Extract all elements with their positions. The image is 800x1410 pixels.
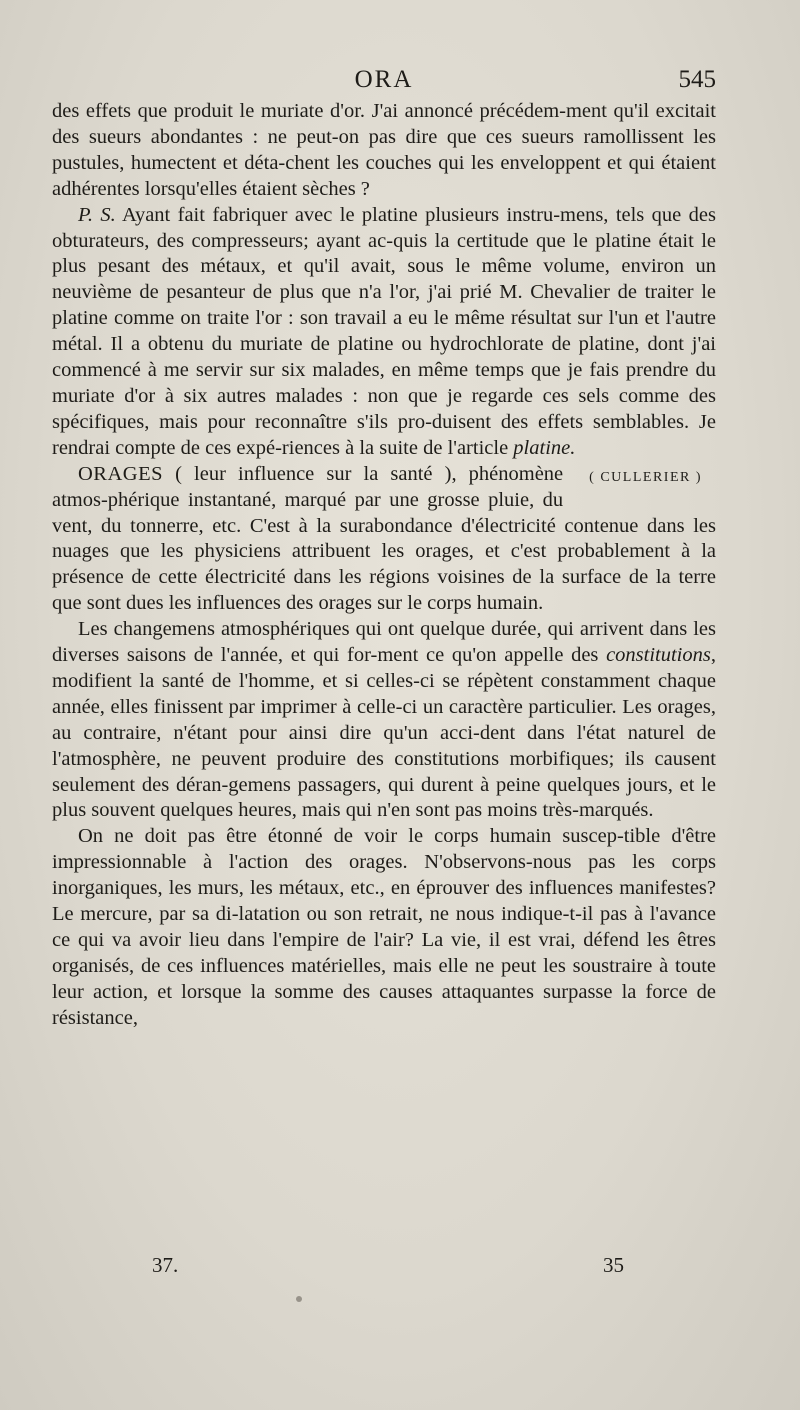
postscript-italic-term: platine. (513, 436, 576, 459)
paragraph-4-before: Les changemens atmosphériques qui ont quelque durée, qui arrivent dans les diverses saisons de l'année, et qui for-ment ce qu'on appelle des (52, 618, 716, 667)
footer-number: 35 (603, 1253, 624, 1277)
page-header (52, 66, 716, 102)
page-number: 545 (678, 66, 716, 93)
paragraph-4-after: , modifient la santé de l'homme, et si celles-ci se répètent constamment chaque année, elles finissent par imprimer à celle-ci un caractère particulier. Les orages, au contraire, n'étant pour ainsi dire qu'un acci-dent dans l'état naturel de l'atmosphère, ne peuvent produire des constitutions morbifiques; ils causent seulement des déran-gemens passagers, qui durent à peine quelques jours, et le plus souvent quelques heures, mais qui n'en sont pas moins très-marqués. (52, 644, 716, 822)
paragraph-1-text: des effets que produit le muriate d'or. J'ai annoncé précédem-ment qu'il excitait des sueurs abondantes : ne peut-on pas dire que ces sueurs ramollissent les pustules, humectent et déta-chent les couches qui les enveloppent et qui étaient adhérentes lorsqu'elles étaient sèches ? (52, 100, 716, 200)
paragraph-constitutions (52, 617, 716, 824)
entry-keyword: ORAGES (78, 462, 164, 485)
postscript-text: Ayant fait fabriquer avec le platine plusieurs instru-mens, tels que des obturateurs, des compresseurs; ayant ac-quis la certitude que le platine était le plus pesant des métaux, et qu'il avait, sous le même volume, environ un neuvième de pesanteur de plus que n'a l'or, j'ai prié M. Chevalier de traiter le platine comme on traite l'or : son travail a eu le même résultat sur l'un et l'autre métal. Il a obtenu du muriate de platine ou hydrochlorate de platine, dont j'ai commencé à me servir sur six malades, en même temps que je fais prendre du muriate d'or à six autres malades : non que je regarde ces sels comme des spécifiques, mais pour reconnaître s'ils pro-duisent des effets semblables. Je rendrai compte de ces expé-riences à la suite de l'article (52, 203, 716, 459)
author-signature: ( CULLERIER ) (589, 469, 702, 485)
running-head: ORA (354, 66, 414, 93)
paragraph-5-text: On ne doit pas être étonné de voir le corps humain suscep-tible d'être impressionnable à l'action des orages. N'observons-nous pas les corps inorganiques, les murs, les métaux, etc., en éprouver des influences manifestes? Le mercure, par sa di-latation ou son retrait, ne nous indique-t-il pas à l'avance ce qui va avoir lieu dans l'empire de l'air? La vie, il est vrai, défend les êtres organisés, de ces influences matérielles, mais elle ne peut les soustraire à toute leur action, et lorsque la somme des causes attaquantes surpasse la force de résistance, (52, 825, 716, 1029)
paragraph-continuation (52, 99, 716, 203)
ink-spot (296, 1296, 302, 1302)
entry-definition: ( leur influence sur la santé ), phénomène atmos-phérique instantané, marqué par une grosse pluie, du vent, du tonnerre, etc. C'est à la surabondance d'électricité contenue dans les nuages que les physiciens attribuent les orages, et c'est probablement à la présence de cette électricité dans les régions voisines de la surface de la terre que sont dues les influences des orages sur le corps humain. (52, 462, 716, 615)
italic-constitutions: constitutions (606, 644, 711, 667)
paragraph-corps-humain (52, 824, 716, 1031)
postscript-lead: P. S. (78, 203, 116, 226)
text-body (52, 99, 716, 1032)
signature-mark: 37. (152, 1253, 179, 1277)
page-footer (52, 1253, 716, 1283)
